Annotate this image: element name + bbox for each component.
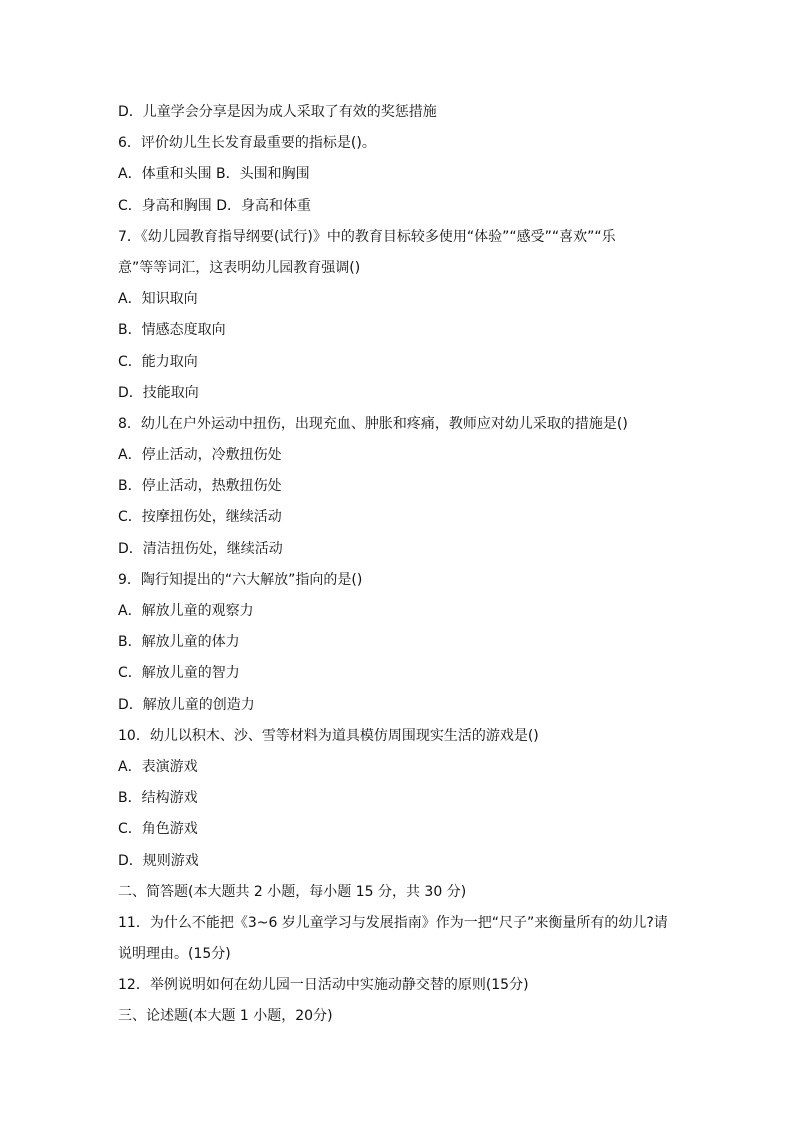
question-9: 9．陶行知提出的“六大解放”指向的是() (118, 571, 363, 588)
document-body (118, 101, 688, 1037)
option-c-q7: C．能力取向 (118, 353, 198, 370)
question-7-line-2: 意”等等词汇，这表明幼儿园教育强调() (118, 259, 361, 276)
question-6: 6．评价幼儿生长发育最重要的指标是()。 (118, 135, 376, 152)
question-11-line-1: 11．为什么不能把《3~6 岁儿童学习与发展指南》作为一把“尺子”来衡量所有的幼儿?请 (118, 914, 668, 931)
option-b-q7: B．情感态度取向 (118, 322, 226, 339)
option-a-q7: A．知识取向 (118, 291, 198, 308)
option-b-q8: B．停止活动，热敷扭伤处 (118, 478, 282, 495)
option-c-q8: C．按摩扭伤处，继续活动 (118, 509, 282, 526)
question-7-line-1: 7．《幼儿园教育指导纲要(试行)》中的教育目标较多使用“体验”“感受”“喜欢”“乐 (118, 228, 616, 245)
question-10: 10．幼儿以积木、沙、雪等材料为道具模仿周围现实生活的游戏是() (118, 727, 539, 744)
option-b-q10: B．结构游戏 (118, 790, 198, 807)
option-b-q9: B．解放儿童的体力 (118, 634, 240, 651)
option-d-q9: D．解放儿童的创造力 (118, 696, 255, 713)
question-11-line-2: 说明理由。(15分) (118, 946, 231, 963)
option-a-q10: A．表演游戏 (118, 758, 198, 775)
question-12: 12．举例说明如何在幼儿园一日活动中实施动静交替的原则(15分) (118, 977, 529, 994)
option-d-q10: D．规则游戏 (118, 852, 199, 869)
option-c-q9: C．解放儿童的智力 (118, 665, 240, 682)
option-d-q5: D．儿童学会分享是因为成人采取了有效的奖惩措施 (118, 104, 437, 120)
option-a-q8: A．停止活动，冷敷扭伤处 (118, 447, 282, 464)
option-c-q10: C．角色游戏 (118, 821, 198, 838)
option-d-q8: D．清洁扭伤处，继续活动 (118, 540, 283, 557)
option-a-q9: A．解放儿童的观察力 (118, 603, 254, 619)
section-2-heading: 二、简答题(本大题共 2 小题，每小题 15 分，共 30 分) (118, 883, 467, 900)
option-d-q7: D．技能取向 (118, 384, 199, 401)
options-cd-q6: C．身高和胸围 D．身高和体重 (118, 197, 312, 214)
section-3-heading: 三、论述题(本大题 1 小题，20分) (118, 1008, 333, 1025)
options-ab-q6: A．体重和头围 B．头围和胸围 (118, 166, 310, 183)
question-8: 8．幼儿在户外运动中扭伤，出现充血、肿胀和疼痛，教师应对幼儿采取的措施是() (118, 415, 628, 432)
